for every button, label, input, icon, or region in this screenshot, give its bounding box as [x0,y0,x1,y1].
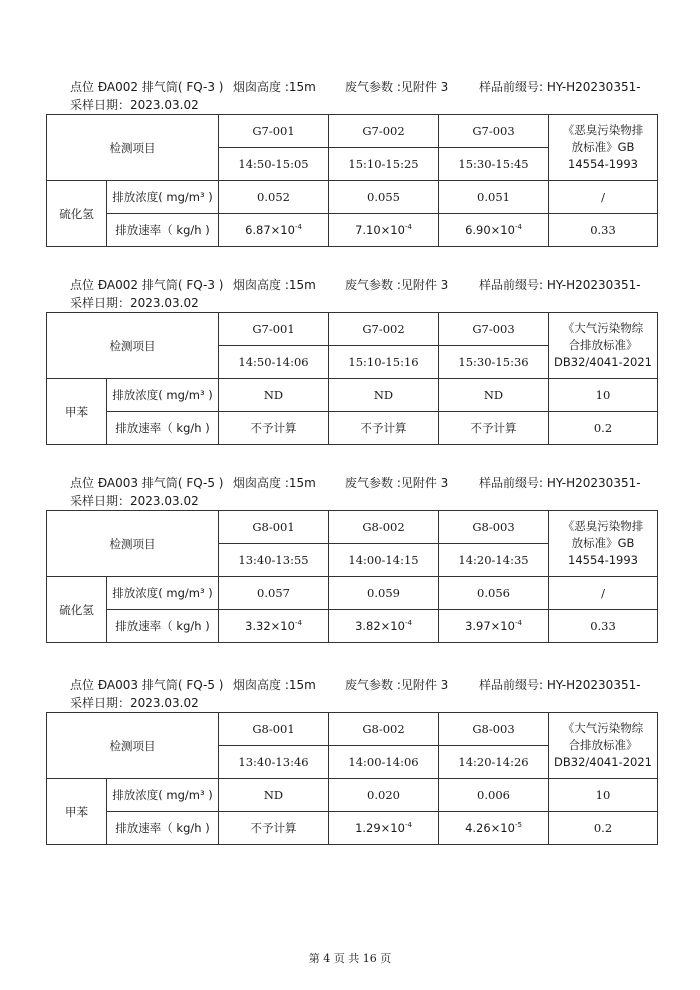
pollutant-name: 甲苯 [47,379,107,445]
stack-height: 烟囱高度 :15m [233,678,316,692]
rate-value [219,214,329,247]
rate-mantissa: 4.26×10 [465,821,515,835]
sample-prefix: 样品前缀号: HY-H20230351- [479,278,641,292]
sampling-date: 采样日期：2023.03.02 [70,98,199,112]
sample-id: G7-001 [219,115,329,148]
rate-value [439,214,549,247]
result-table [46,510,658,643]
exhaust-params: 废气参数 :见附件 3 [345,80,449,94]
sample-id: G8-001 [219,713,329,746]
standard-line: 《恶臭污染物排 [562,123,644,137]
sample-id: G8-003 [439,511,549,544]
concentration-value: 0.020 [329,779,439,812]
sampling-date: 采样日期：2023.03.02 [70,696,199,710]
standard-line: 放标准》GB [571,536,635,550]
sample-id: G7-001 [219,313,329,346]
rate-mantissa: 不予计算 [250,821,297,835]
rate-limit: 0.2 [549,412,658,445]
sampling-time: 14:50-14:06 [219,346,329,379]
rate-mantissa: 不予计算 [470,421,517,435]
standard-cell [549,115,658,181]
sampling-time: 14:00-14:06 [329,746,439,779]
sample-id: G8-002 [329,511,439,544]
sampling-date: 采样日期：2023.03.02 [70,296,199,310]
rate-label: 排放速率（ kg/h ) [107,214,219,247]
concentration-label: 排放浓度( mg/m³ ) [107,577,219,610]
rate-value [219,412,329,445]
rate-exponent: -4 [514,223,522,232]
rate-value [219,812,329,845]
rate-exponent: -5 [514,821,522,830]
concentration-value: 0.055 [329,181,439,214]
sample-id: G7-003 [439,115,549,148]
rate-value [439,610,549,643]
exhaust-params: 废气参数 :见附件 3 [345,476,449,490]
rate-exponent: -4 [294,619,302,628]
standard-cell [549,313,658,379]
point-label: 点位 ĐA003 排气筒( FQ-5 ) [70,678,224,692]
sampling-time: 15:30-15:36 [439,346,549,379]
rate-mantissa: 不予计算 [250,421,297,435]
rate-value [219,610,329,643]
exhaust-params: 废气参数 :见附件 3 [345,278,449,292]
point-label: 点位 ĐA002 排气筒( FQ-3 ) [70,278,224,292]
sampling-time: 15:10-15:25 [329,148,439,181]
concentration-value: ND [439,379,549,412]
rate-label: 排放速率（ kg/h ) [107,610,219,643]
concentration-value: ND [219,779,329,812]
standard-cell [549,713,658,779]
standard-line: 《大气污染物综 [562,721,644,735]
rate-mantissa: 7.10×10 [355,223,405,237]
standard-line: 合排放标准》 [568,738,638,752]
item-header: 检测项目 [47,713,219,779]
item-header: 检测项目 [47,313,219,379]
concentration-value: 0.057 [219,577,329,610]
standard-line: 合排放标准》 [568,338,638,352]
concentration-limit: 10 [549,379,658,412]
sampling-time: 15:30-15:45 [439,148,549,181]
sample-prefix: 样品前缀号: HY-H20230351- [479,476,641,490]
rate-value [329,412,439,445]
item-header: 检测项目 [47,511,219,577]
rate-limit: 0.33 [549,214,658,247]
stack-height: 烟囱高度 :15m [233,278,316,292]
standard-line: 《大气污染物综 [562,321,644,335]
sampling-date: 采样日期：2023.03.02 [70,494,199,508]
standard-line: 放标准》GB [571,140,635,154]
stack-height: 烟囱高度 :15m [233,80,316,94]
rate-mantissa: 3.97×10 [465,619,515,633]
sampling-time: 14:20-14:26 [439,746,549,779]
rate-limit: 0.2 [549,812,658,845]
concentration-value: 0.056 [439,577,549,610]
point-label: 点位 ĐA002 排气筒( FQ-3 ) [70,80,224,94]
sample-id: G7-002 [329,115,439,148]
rate-label: 排放速率（ kg/h ) [107,812,219,845]
sampling-time: 14:50-15:05 [219,148,329,181]
rate-limit: 0.33 [549,610,658,643]
concentration-label: 排放浓度( mg/m³ ) [107,779,219,812]
standard-line: DB32/4041-2021 [554,355,652,369]
sample-id: G8-002 [329,713,439,746]
pollutant-name: 硫化氢 [47,577,107,643]
concentration-value: ND [329,379,439,412]
standard-cell [549,511,658,577]
sampling-time: 13:40-13:46 [219,746,329,779]
sampling-time: 14:00-14:15 [329,544,439,577]
concentration-value: 0.051 [439,181,549,214]
rate-exponent: -4 [404,619,412,628]
sample-prefix: 样品前缀号: HY-H20230351- [479,80,641,94]
pollutant-name: 甲苯 [47,779,107,845]
sample-id: G7-003 [439,313,549,346]
result-table [46,712,658,845]
standard-line: 14554-1993 [568,157,638,171]
sample-id: G7-002 [329,313,439,346]
result-table [46,312,658,445]
standard-line: 14554-1993 [568,553,638,567]
rate-exponent: -4 [294,223,302,232]
rate-value [329,610,439,643]
rate-mantissa: 6.90×10 [465,223,515,237]
result-table [46,114,658,247]
rate-exponent: -4 [404,821,412,830]
concentration-limit: / [549,577,658,610]
concentration-label: 排放浓度( mg/m³ ) [107,379,219,412]
rate-mantissa: 6.87×10 [245,223,295,237]
rate-value [439,412,549,445]
standard-line: 《恶臭污染物排 [562,519,644,533]
rate-value [439,812,549,845]
sampling-time: 15:10-15:16 [329,346,439,379]
stack-height: 烟囱高度 :15m [233,476,316,490]
point-label: 点位 ĐA003 排气筒( FQ-5 ) [70,476,224,490]
rate-exponent: -4 [514,619,522,628]
sample-id: G8-001 [219,511,329,544]
rate-mantissa: 3.32×10 [245,619,295,633]
rate-value [329,214,439,247]
standard-line: DB32/4041-2021 [554,755,652,769]
sample-prefix: 样品前缀号: HY-H20230351- [479,678,641,692]
rate-mantissa: 不予计算 [360,421,407,435]
sample-id: G8-003 [439,713,549,746]
concentration-value: 0.052 [219,181,329,214]
concentration-value: ND [219,379,329,412]
concentration-value: 0.059 [329,577,439,610]
concentration-limit: 10 [549,779,658,812]
exhaust-params: 废气参数 :见附件 3 [345,678,449,692]
rate-label: 排放速率（ kg/h ) [107,412,219,445]
rate-mantissa: 1.29×10 [355,821,405,835]
sampling-time: 14:20-14:35 [439,544,549,577]
pollutant-name: 硫化氢 [47,181,107,247]
rate-value [329,812,439,845]
rate-exponent: -4 [404,223,412,232]
concentration-limit: / [549,181,658,214]
sampling-time: 13:40-13:55 [219,544,329,577]
concentration-label: 排放浓度( mg/m³ ) [107,181,219,214]
concentration-value: 0.006 [439,779,549,812]
rate-mantissa: 3.82×10 [355,619,405,633]
page-footer: 第 4 页 共 16 页 [308,952,392,965]
item-header: 检测项目 [47,115,219,181]
